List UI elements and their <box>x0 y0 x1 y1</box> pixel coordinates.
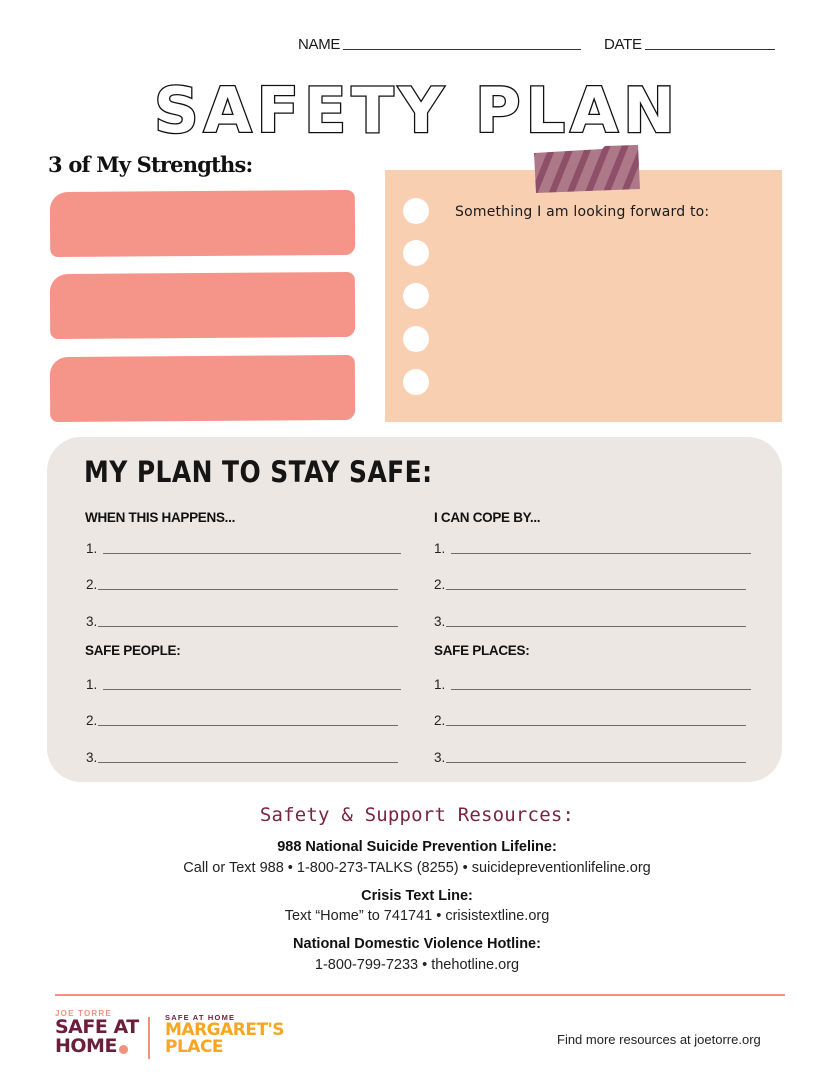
strength-field-1[interactable] <box>50 190 355 257</box>
plan-heading: MY PLAN TO STAY SAFE: <box>84 455 433 489</box>
looking-forward-label: Something I am looking forward to: <box>455 204 710 220</box>
resource-title-dv-hotline: National Domestic Violence Hotline: <box>293 936 541 952</box>
name-label: NAME <box>298 36 341 53</box>
when-line-1[interactable]: 1. <box>86 538 401 556</box>
date-input-line[interactable] <box>645 49 775 50</box>
cope-line-1[interactable]: 1. <box>434 538 751 556</box>
resource-detail-dv-hotline[interactable]: 1-800-799-7233 • thehotline.org <box>314 957 520 973</box>
section-when-this-happens: WHEN THIS HAPPENS... <box>85 510 236 525</box>
safe-people-line-2[interactable]: 2. <box>86 710 398 728</box>
resource-detail-crisis-text[interactable]: Text “Home” to 741741 • crisistextline.org <box>284 908 550 924</box>
safe-people-line-1[interactable]: 1. <box>86 674 401 692</box>
footer-resources-link[interactable]: Find more resources at joetorre.org <box>557 1032 761 1047</box>
binder-hole-icon <box>403 240 429 266</box>
logo-safe-at-home <box>55 1009 139 1056</box>
section-safe-people: SAFE PEOPLE: <box>85 643 181 658</box>
date-label: DATE <box>604 36 642 53</box>
binder-hole-icon <box>403 198 429 224</box>
strength-field-3[interactable] <box>50 355 355 422</box>
resource-detail-lifeline[interactable]: Call or Text 988 • 1-800-273-TALKS (8255) • suicidepreventionlifeline.org <box>183 860 651 876</box>
logo-safe-at-home-line2: HOME <box>55 1035 117 1057</box>
safe-places-line-3[interactable]: 3. <box>434 747 746 765</box>
page-title: SAFETY PLAN <box>154 74 680 147</box>
safe-people-line-3[interactable]: 3. <box>86 747 398 765</box>
logo-safe-at-home-small: JOE TORRE <box>55 1009 112 1018</box>
strengths-heading: 3 of My Strengths: <box>48 152 253 177</box>
washi-tape-icon <box>532 145 640 193</box>
logo-margarets-line1: MARGARET'S <box>165 1020 285 1040</box>
logo-margarets-small: SAFE AT HOME <box>165 1013 236 1022</box>
when-line-2[interactable]: 2. <box>86 574 398 592</box>
name-field[interactable] <box>298 36 581 53</box>
logo-dot-icon <box>119 1045 128 1054</box>
logo-divider <box>148 1017 150 1059</box>
logo-margarets-place <box>165 1013 284 1056</box>
strength-field-2[interactable] <box>50 272 355 339</box>
safe-places-line-1[interactable]: 1. <box>434 674 751 692</box>
cope-line-3[interactable]: 3. <box>434 611 746 629</box>
resources-heading: Safety & Support Resources: <box>259 804 575 826</box>
binder-hole-icon <box>403 326 429 352</box>
resource-title-lifeline: 988 National Suicide Prevention Lifeline: <box>277 839 557 855</box>
footer-divider <box>55 994 785 996</box>
name-input-line[interactable] <box>343 49 581 50</box>
binder-hole-icon <box>403 283 429 309</box>
date-field[interactable] <box>604 36 775 53</box>
logo-safe-at-home-line1: SAFE AT <box>55 1016 139 1038</box>
cope-line-2[interactable]: 2. <box>434 574 746 592</box>
section-safe-places: SAFE PLACES: <box>434 643 530 658</box>
safe-places-line-2[interactable]: 2. <box>434 710 746 728</box>
logo-margarets-line2: PLACE <box>165 1037 224 1057</box>
when-line-3[interactable]: 3. <box>86 611 398 629</box>
resource-title-crisis-text: Crisis Text Line: <box>361 888 473 904</box>
binder-hole-icon <box>403 369 429 395</box>
section-i-can-cope-by: I CAN COPE BY... <box>434 510 541 525</box>
